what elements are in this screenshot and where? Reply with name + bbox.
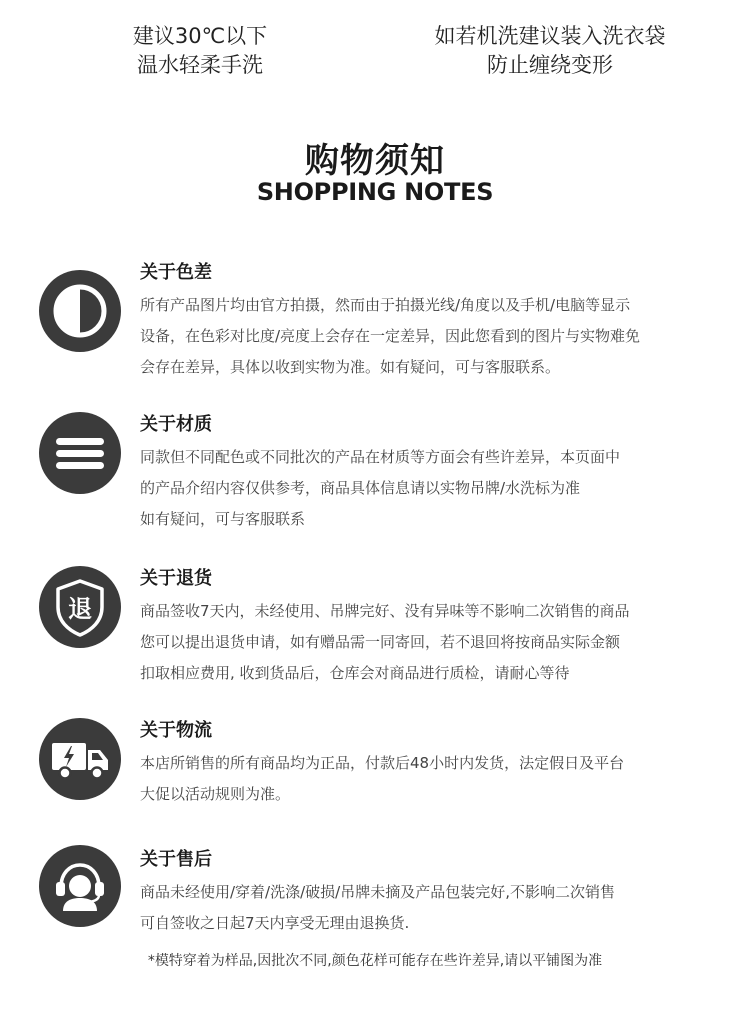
care-line: 如若机洗建议装入洗衣袋	[434, 24, 666, 48]
note-body	[140, 877, 730, 939]
note-line: 设备，在色彩对比度/亮度上会存在一定差异，因此您看到的图片与实物难免	[140, 327, 641, 345]
note-line: 可自签收之日起7天内享受无理由退换货.	[140, 914, 410, 932]
menu-lines-icon	[39, 412, 121, 494]
note-line: 会存在差异，具体以收到实物为准。如有疑问，可与客服联系。	[140, 358, 561, 376]
care-instructions	[0, 22, 750, 82]
delivery-truck-icon	[39, 718, 121, 800]
note-line: 本店所销售的所有商品均为正品，付款后48小时内发货，法定假日及平台	[140, 754, 625, 772]
care-line: 温水轻柔手洗	[137, 53, 263, 77]
care-line: 建议30℃以下	[132, 24, 268, 48]
note-line: 扣取相应费用, 收到货品后，仓库会对商品进行质检，请耐心等待	[140, 664, 570, 682]
hand-wash-instruction	[100, 22, 300, 80]
color-contrast-icon	[39, 270, 121, 352]
customer-service-icon	[39, 845, 121, 927]
note-title: 关于物流	[140, 720, 212, 741]
note-title: 关于材质	[140, 414, 212, 435]
page-subtitle: SHOPPING NOTES	[256, 178, 494, 206]
care-line: 防止缠绕变形	[487, 53, 613, 77]
footer-disclaimer: *模特穿着为样品,因批次不同,颜色花样可能存在些许差异,请以平铺图为准	[147, 953, 603, 969]
note-title: 关于退货	[140, 568, 212, 589]
note-line: 同款但不同配色或不同批次的产品在材质等方面会有些许差异，本页面中	[140, 448, 621, 466]
note-title: 关于售后	[140, 849, 212, 870]
note-line: 的产品介绍内容仅供参考，商品具体信息请以实物吊牌/水洗标为准	[140, 479, 581, 497]
note-title: 关于色差	[140, 262, 212, 283]
note-line: 如有疑问，可与客服联系	[140, 510, 306, 528]
note-line: 商品未经使用/穿着/洗涤/破损/吊牌未摘及产品包装完好,不影响二次销售	[140, 883, 615, 901]
note-body	[140, 596, 730, 689]
machine-wash-instruction	[400, 22, 700, 80]
return-glyph: 退	[68, 595, 92, 623]
note-line: 商品签收7天内，未经使用、吊牌完好、没有异味等不影响二次销售的商品	[140, 602, 630, 620]
note-body	[140, 442, 730, 535]
note-line: 所有产品图片均由官方拍摄，然而由于拍摄光线/角度以及手机/电脑等显示	[140, 296, 631, 314]
note-body	[140, 290, 730, 383]
return-shield-icon	[39, 566, 121, 648]
page-title: 购物须知	[305, 141, 445, 181]
note-line: 您可以提出退货申请，如有赠品需一同寄回，若不退回将按商品实际金额	[140, 633, 621, 651]
note-line: 大促以活动规则为准。	[140, 785, 291, 803]
note-body	[140, 748, 730, 810]
